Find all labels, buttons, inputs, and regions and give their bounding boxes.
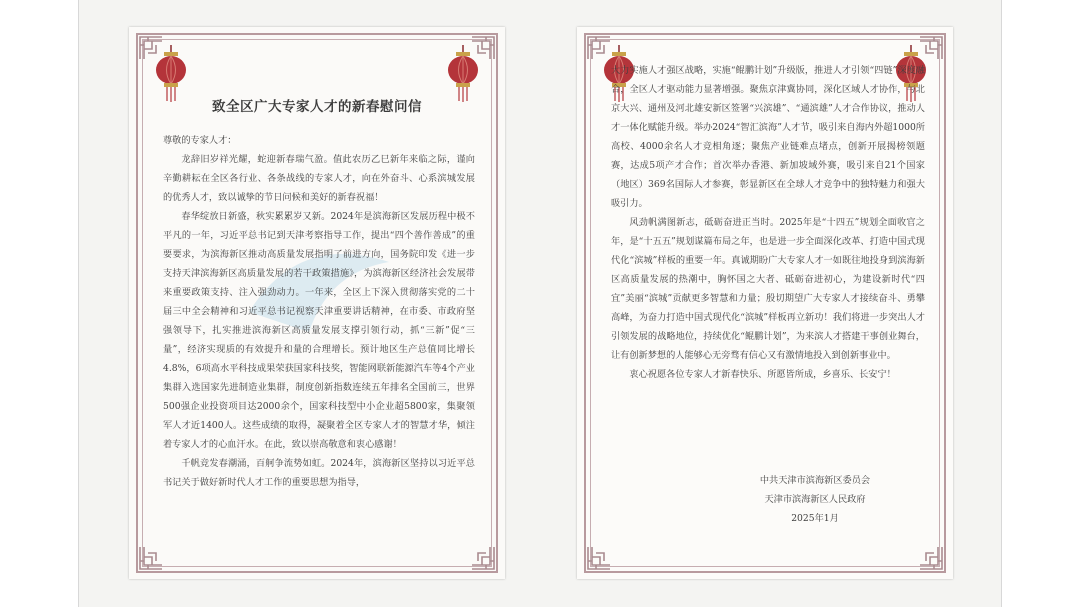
signature-block: [577, 471, 953, 528]
letter-page-1: [129, 27, 505, 579]
letter-page-2: [577, 27, 953, 579]
salutation: 尊敬的专家人才：: [163, 135, 237, 146]
letter-body-part-2: [611, 61, 925, 384]
corner-ornament-icon: [470, 545, 496, 571]
paragraph: 风劲帆满图新志，砥砺奋进正当时。2025年是“十四五”规划全面收官之年，是“十五五”规划谋篇布局之年，也是进一步全面深化改革、打造中国式现代化“滨城”样板的重要一年。真诚期盼广大专家人才一如既往地投身到滨海新区高质量发展的热潮中，胸怀国之大者、砥砺奋进初心，为建设新时代“四宜”美丽“滨城”贡献更多智慧和力量；殷切期望广大专家人才接续奋斗、勇攀高峰，为奋力打造中国式现代化“滨城”样板再立新功！我们将进一步突出人才引领发展的战略地位，持续优化“鲲鹏计划”，为来滨人才搭建干事创业舞台，让有创新梦想的人能够心无旁骛有信心又有激情地投入到创新事业中。: [611, 217, 925, 361]
paragraph: 大力实施人才强区战略，实施“鲲鹏计划”升级版，推进人才引领“四链”深度融合，全区人才驱动能力显著增强。聚焦京津冀协同，深化区域人才协作，与北京大兴、通州及河北雄安新区签署“兴滨雄”、“通滨雄”人才合作协议，推动人才一体化赋能升级。举办2024“智汇滨海”人才节，吸引来自海内外超1000所高校、4000余名人才竞相角逐；聚焦产业链难点堵点，创新开展揭榜领题赛，达成5项产才合作；首次举办香港、新加坡域外赛，吸引来自21个国家（地区）369名国际人才参赛，彰显新区在全球人才竞争中的独特魅力和强大吸引力。: [611, 65, 925, 209]
signer-government: 天津市滨海新区人民政府: [764, 494, 866, 505]
signer-party-committee: 中共天津市滨海新区委员会: [759, 475, 871, 486]
letter-body-part-1: [163, 131, 475, 492]
paragraph: 春华绽放日新盛，秋实累累岁又新。2024年是滨海新区发展历程中极不平凡的一年，习近平总书记到天津考察指导工作，提出“四个善作善成”的重要要求，为滨海新区推动高质量发展指明了前进方向，国务院印发《进一步支持天津滨海新区高质量发展的若干政策措施》，为滨海新区经济社会发展带来重要政策支持、注入强劲动力。一年来，全区上下深入贯彻落实党的二十届三中全会精神和习近平总书记视察天津重要讲话精神，在市委、市政府坚强领导下，扎实推进滨海新区高质量发展支撑引领行动，抓“三新”促“三量”，经济实现质的有效提升和量的合理增长。预计地区生产总值同比增长4.8%，6项高水平科技成果荣获国家科技奖，智能网联新能源汽车等4个产业集群入选国家先进制造业集群，制度创新指数连续五年排名全国前三，世界500强企业投资项目达2000余个，国家科技型中小企业超5800家，集聚领军人才近1400人。这些成绩的取得，凝聚着全区专家人才的智慧才华，倾注着专家人才的心血汗水。在此，致以崇高敬意和衷心感谢！: [163, 211, 475, 450]
paragraph: 龙辞旧岁祥光耀，蛇迎新春瑞气盈。值此农历乙巳新年来临之际，谨向辛勤耕耘在全区各行业、各条战线的专家人才，向在外奋斗、心系滨城发展的优秀人才，致以诚挚的节日问候和美好的新春祝福！: [163, 154, 475, 203]
paragraph: 衷心祝愿各位专家人才新春快乐、所愿皆所成，乡喜乐、长安宁！: [629, 369, 896, 380]
paragraph: 千帆竞发春潮涌，百舸争流势如虹。2024年，滨海新区坚持以习近平总书记关于做好新时代人才工作的重要思想为指导，: [163, 458, 475, 488]
letter-title: 致全区广大专家人才的新春慰问信: [212, 99, 422, 115]
corner-ornament-icon: [918, 545, 944, 571]
divider-left: [78, 0, 79, 607]
divider-right: [1001, 0, 1002, 607]
corner-ornament-icon: [586, 545, 612, 571]
letter-date: 2025年1月: [791, 513, 839, 524]
corner-ornament-icon: [138, 545, 164, 571]
